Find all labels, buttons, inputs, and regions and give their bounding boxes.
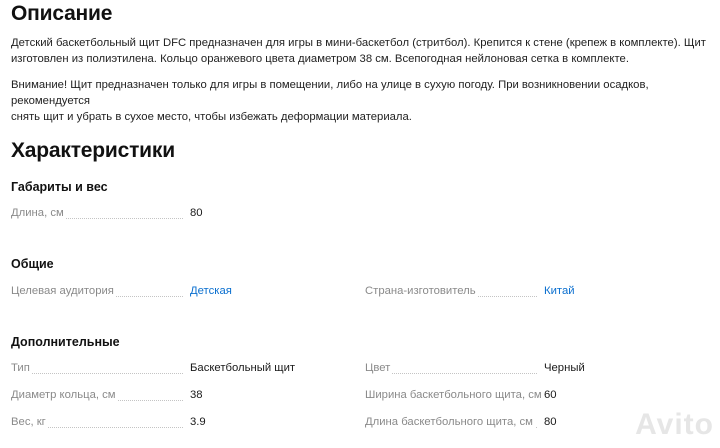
spec-label: Диаметр кольца, см xyxy=(11,389,116,401)
spec-row-color xyxy=(365,362,705,378)
spec-value-link[interactable]: Детская xyxy=(190,285,232,297)
characteristics-heading: Характеристики xyxy=(11,139,175,162)
spec-label: Страна-изготовитель xyxy=(365,285,476,297)
spec-row-country xyxy=(365,285,705,301)
spec-value: 38 xyxy=(190,389,203,401)
spec-row-board-width xyxy=(365,389,705,405)
spec-label: Длина, см xyxy=(11,207,64,219)
spec-label: Вес, кг xyxy=(11,416,46,428)
description-line: изготовлен из полиэтилена. Кольцо оранжевого цвета диаметром 38 см. Всепогодная нейлоновая сетка в комплекте. xyxy=(11,53,629,65)
spec-row-weight xyxy=(11,416,351,432)
spec-row-ring-diameter xyxy=(11,389,351,405)
warning-line: снять щит и убрать в сухое место, чтобы избежать деформации материала. xyxy=(11,111,412,123)
spec-value: 80 xyxy=(544,416,557,428)
spec-label: Длина баскетбольного щита, см xyxy=(365,416,533,428)
spec-value: 60 xyxy=(544,389,557,401)
spec-row-type xyxy=(11,362,351,378)
spec-label: Ширина баскетбольного щита, см xyxy=(365,389,542,401)
spec-value: 80 xyxy=(190,207,203,219)
spec-row-length xyxy=(11,207,351,223)
warning-line: Внимание! Щит предназначен только для игры в помещении, либо на улице в сухую погоду. При возникновении осадков, рекомендуется xyxy=(11,79,649,107)
spec-value: Черный xyxy=(544,362,585,374)
description-heading: Описание xyxy=(11,2,113,25)
spec-label: Тип xyxy=(11,362,30,374)
spec-value: 3.9 xyxy=(190,416,206,428)
spec-value-link[interactable]: Китай xyxy=(544,285,575,297)
spec-value: Баскетбольный щит xyxy=(190,362,296,374)
spec-label: Целевая аудитория xyxy=(11,285,114,297)
group-title-general: Общие xyxy=(11,257,54,271)
group-title-additional: Дополнительные xyxy=(11,335,120,349)
spec-label: Цвет xyxy=(365,362,391,374)
description-line: Детский баскетбольный щит DFC предназначен для игры в мини-баскетбол (стритбол). Крепится к стене (крепеж в комплекте). Щит xyxy=(11,37,706,49)
avito-watermark: Avito xyxy=(635,408,714,441)
warning-text xyxy=(11,77,711,125)
spec-row-audience xyxy=(11,285,351,301)
group-title-dimensions: Габариты и вес xyxy=(11,180,108,194)
description-text xyxy=(11,35,711,67)
